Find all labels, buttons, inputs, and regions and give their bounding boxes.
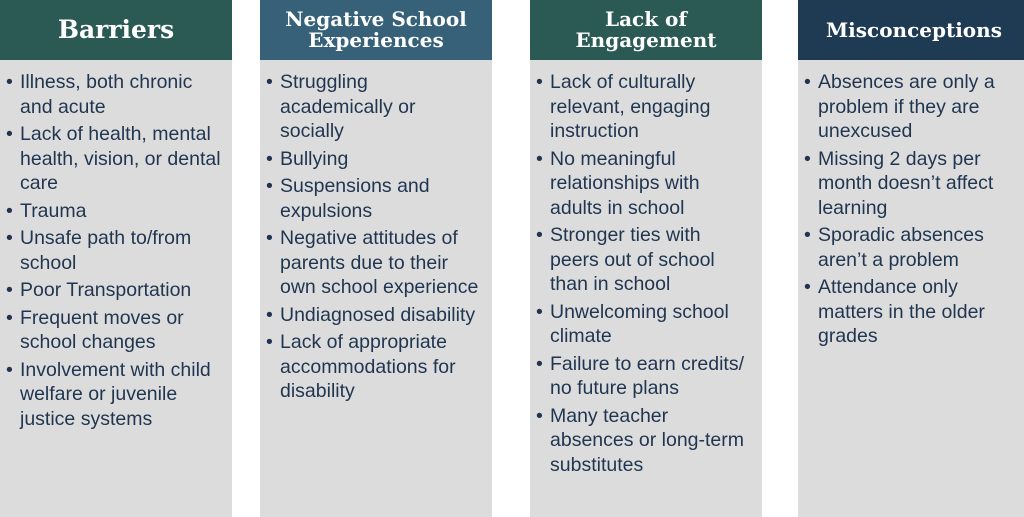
- list-item: • Failure to earn credits/ no future plans: [536, 352, 754, 401]
- list-item: • Lack of health, mental health, vision, or dental care: [6, 122, 224, 196]
- list-item: • Suspensions and expulsions: [266, 174, 484, 223]
- list-item: • Missing 2 days per month doesn’t affect learning: [804, 147, 1022, 221]
- list-item: • Involvement with child welfare or juvenile justice systems: [6, 358, 224, 432]
- list-item: • Bullying: [266, 147, 484, 172]
- list-item: • Negative attitudes of parents due to their own school experience: [266, 226, 484, 300]
- list-item: • Unsafe path to/from school: [6, 226, 224, 275]
- list-item: • Illness, both chronic and acute: [6, 70, 224, 119]
- column-title: Lack of Engagement: [575, 7, 717, 52]
- lack-of-engagement-list: [530, 60, 762, 477]
- barriers-column: [0, 0, 232, 517]
- column-header-lack-of-engagement: [530, 0, 762, 60]
- list-item: • Stronger ties with peers out of school than in school: [536, 223, 754, 297]
- list-item: • Absences are only a problem if they are unexcused: [804, 70, 1022, 144]
- list-item: • Unwelcoming school climate: [536, 300, 754, 349]
- misconceptions-list: [798, 60, 1024, 349]
- list-item: • Trauma: [6, 199, 224, 224]
- list-item: • Lack of appropriate accommodations for disability: [266, 330, 484, 404]
- negative-school-experiences-list: [260, 60, 492, 404]
- barriers-list: [0, 60, 232, 431]
- list-item: • Undiagnosed disability: [266, 303, 484, 328]
- list-item: • Frequent moves or school changes: [6, 306, 224, 355]
- misconceptions-column: [798, 0, 1024, 517]
- list-item: • Struggling academically or socially: [266, 70, 484, 144]
- lack-of-engagement-column: [530, 0, 762, 517]
- column-header-misconceptions: [798, 0, 1024, 60]
- column-title: Barriers: [57, 14, 175, 44]
- column-header-negative-school-experiences: [260, 0, 492, 60]
- list-item: • Lack of culturally relevant, engaging instruction: [536, 70, 754, 144]
- list-item: • Poor Transportation: [6, 278, 224, 303]
- column-title: Negative School Experiences: [285, 7, 467, 52]
- list-item: • Many teacher absences or long-term substitutes: [536, 404, 754, 478]
- column-header-barriers: [0, 0, 232, 60]
- list-item: • Attendance only matters in the older grades: [804, 275, 1022, 349]
- list-item: • No meaningful relationships with adults in school: [536, 147, 754, 221]
- column-title: Misconceptions: [826, 17, 1002, 42]
- negative-school-experiences-column: [260, 0, 492, 517]
- list-item: • Sporadic absences aren’t a problem: [804, 223, 1022, 272]
